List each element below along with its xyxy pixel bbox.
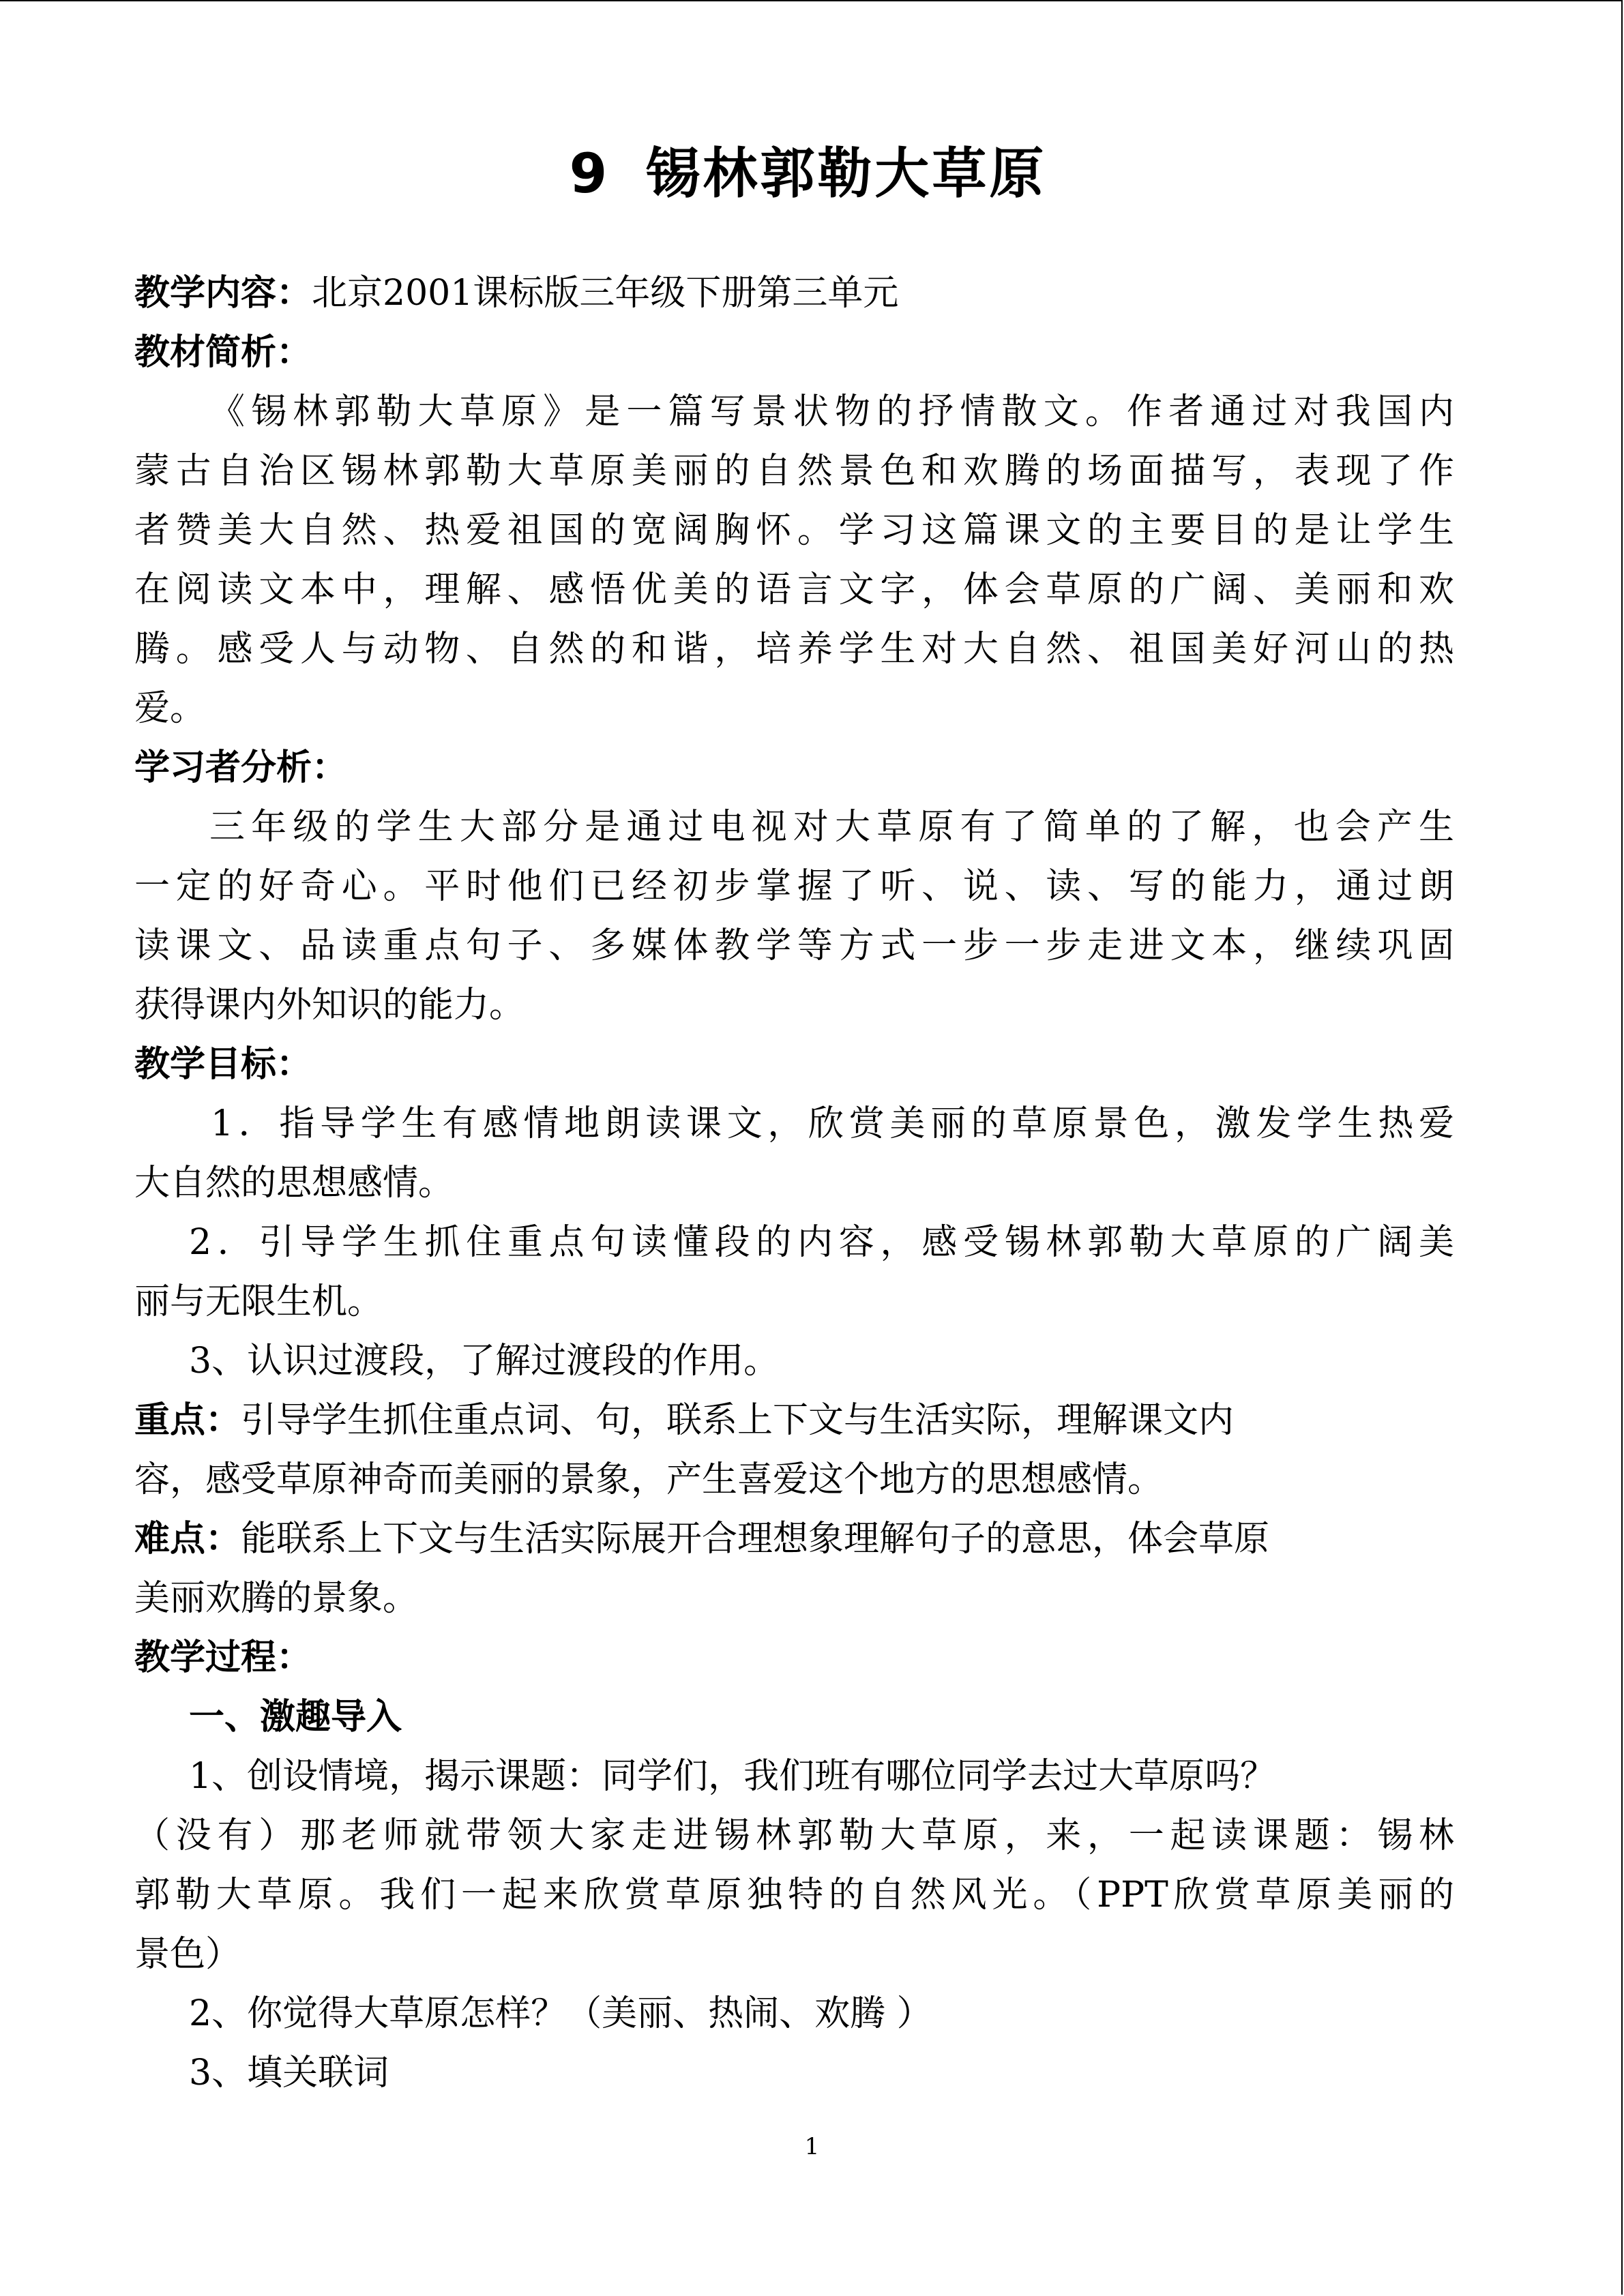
- difficulty-text: 能联系上下文与生活实际展开合理想象理解句子的意思，体会草原: [241, 1519, 1270, 1560]
- document-title: [134, 133, 1454, 215]
- difficulty-line: [134, 1510, 1454, 1569]
- process-line: 景色）: [134, 1934, 241, 1975]
- process-line: （没有）那老师就带领大家走进锡林郭勒大草原，来，一起读课题：锡林: [134, 1815, 1454, 1856]
- textbook-analysis-heading: 教材简析：: [134, 332, 312, 373]
- textbook-analysis-line: 爱。: [134, 688, 206, 729]
- textbook-analysis-line: 《锡林郭勒大草原》是一篇写景状物的抒情散文。作者通过对我国内: [209, 391, 1454, 432]
- key-point-text: 引导学生抓住重点词、句，联系上下文与生活实际，理解课文内: [241, 1400, 1235, 1441]
- teaching-process-heading: 教学过程：: [134, 1637, 312, 1678]
- key-point-line: 容，感受草原神奇而美丽的景象，产生喜爱这个地方的思想感情。: [134, 1459, 1164, 1500]
- textbook-analysis-line: 者赞美大自然、热爱祖国的宽阔胸怀。学习这篇课文的主要目的是让学生: [134, 510, 1454, 551]
- process-line: 郭勒大草原。我们一起来欣赏草原独特的自然风光。（PPT欣赏草原美丽的: [134, 1875, 1454, 1915]
- lesson-title: 锡林郭勒大草原: [645, 142, 1047, 205]
- teaching-content-label: 教学内容：: [134, 273, 312, 314]
- learner-analysis-line: 获得课内外知识的能力。: [134, 985, 525, 1026]
- teaching-goal-line: 1．指导学生有感情地朗读课文，欣赏美丽的草原景色，激发学生热爱: [211, 1103, 1454, 1144]
- teaching-goals-heading: 教学目标：: [134, 1044, 312, 1085]
- learner-analysis-heading: 学习者分析：: [134, 747, 348, 788]
- learner-analysis-line: 读课文、品读重点句子、多媒体教学等方式一步一步走进文本，继续巩固: [134, 925, 1454, 966]
- difficulty-line: 美丽欢腾的景象。: [134, 1578, 419, 1619]
- textbook-analysis-line: 在阅读文本中，理解、感悟优美的语言文字，体会草原的广阔、美丽和欢: [134, 569, 1454, 610]
- process-line: 3、填关联词: [189, 2053, 389, 2093]
- textbook-analysis-line: 蒙古自治区锡林郭勒大草原美丽的自然景色和欢腾的场面描写，表现了作: [134, 451, 1454, 492]
- page-number: 1: [804, 2133, 820, 2160]
- process-line: 1、创设情境，揭示课题：同学们，我们班有哪位同学去过大草原吗？: [189, 1756, 1276, 1797]
- process-line: 2、你觉得大草原怎样？（美丽、热闹、欢腾 ）: [189, 1993, 932, 2034]
- key-point-label: 重点：: [134, 1400, 241, 1441]
- teaching-goal-line: 丽与无限生机。: [134, 1281, 383, 1322]
- teaching-content-line: [134, 264, 1454, 323]
- difficulty-label: 难点：: [134, 1519, 241, 1560]
- key-point-line: [134, 1391, 1454, 1450]
- process-section-heading: 一、激趣导入: [189, 1697, 402, 1738]
- teaching-goal-line: 3、认识过渡段，了解过渡段的作用。: [189, 1341, 780, 1382]
- textbook-analysis-line: 腾。感受人与动物、自然的和谐，培养学生对大自然、祖国美好河山的热: [134, 629, 1454, 670]
- teaching-goal-line: 2．引导学生抓住重点句读懂段的内容，感受锡林郭勒大草原的广阔美: [189, 1222, 1454, 1263]
- learner-analysis-line: 一定的好奇心。平时他们已经初步掌握了听、说、读、写的能力，通过朗: [134, 866, 1454, 907]
- teaching-goal-line: 大自然的思想感情。: [134, 1163, 454, 1204]
- learner-analysis-line: 三年级的学生大部分是通过电视对大草原有了简单的了解，也会产生: [209, 807, 1454, 848]
- teaching-content-value: 北京2001课标版三年级下册第三单元: [312, 273, 899, 314]
- lesson-number: 9: [569, 142, 610, 205]
- document-body: [134, 133, 1454, 2103]
